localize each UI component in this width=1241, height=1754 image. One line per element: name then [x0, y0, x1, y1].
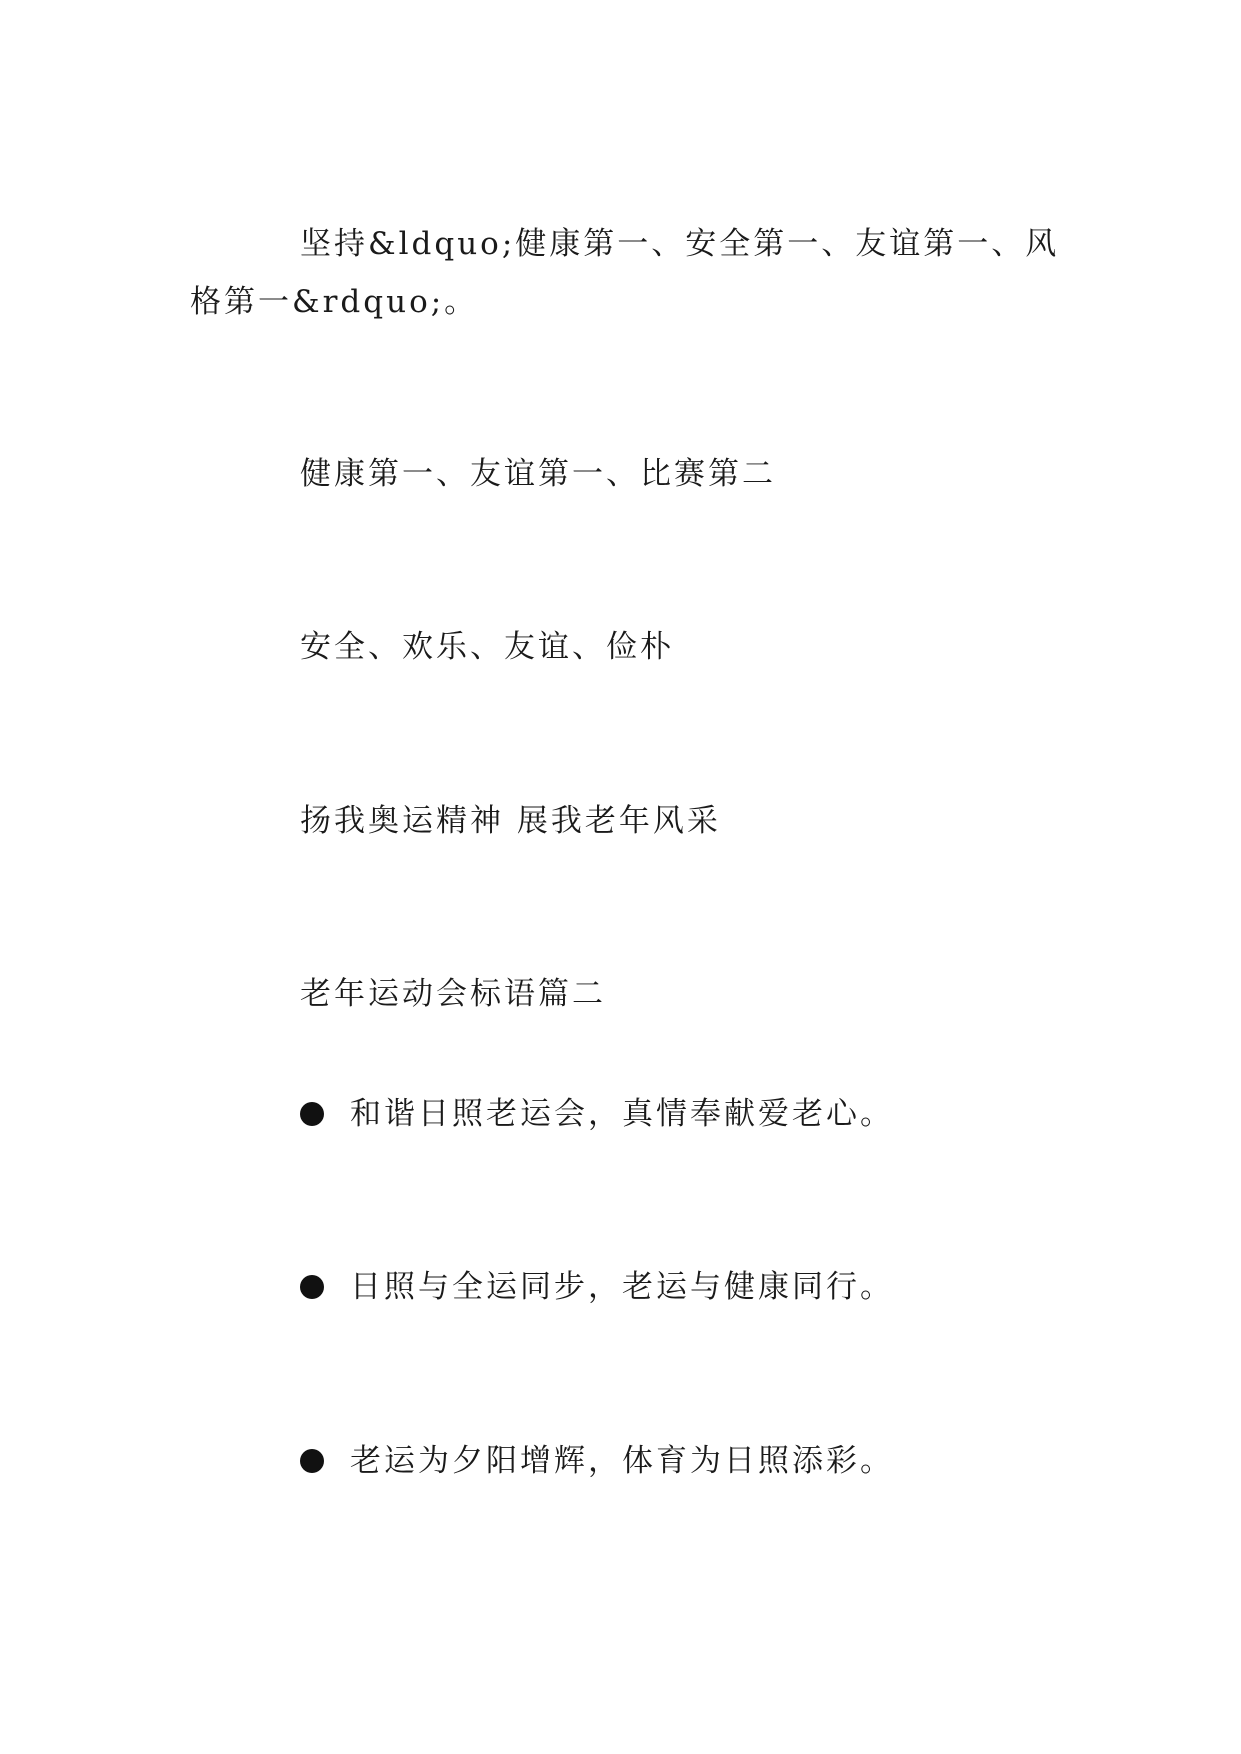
bullet-item-2	[300, 1258, 894, 1316]
bullet-item-1	[300, 1085, 894, 1143]
paragraph-1: 坚持&ldquo;健康第一、安全第一、友谊第一、风格第一&rdquo;。	[190, 226, 1060, 320]
paragraph-3: 安全、欢乐、友谊、俭朴	[300, 629, 674, 665]
bullet-item-3	[300, 1432, 894, 1490]
bullet-icon	[300, 1449, 324, 1473]
bullet-text: 和谐日照老运会，真情奉献爱老心。	[350, 1096, 894, 1132]
section-heading: 老年运动会标语篇二	[300, 976, 606, 1012]
paragraph-4: 扬我奥运精神 展我老年风采	[300, 803, 721, 839]
bullet-text: 老运为夕阳增辉，体育为日照添彩。	[350, 1443, 894, 1479]
paragraph-2: 健康第一、友谊第一、比赛第二	[300, 456, 776, 492]
bullet-text: 日照与全运同步，老运与健康同行。	[350, 1269, 894, 1305]
bullet-icon	[300, 1102, 324, 1126]
bullet-icon	[300, 1275, 324, 1299]
